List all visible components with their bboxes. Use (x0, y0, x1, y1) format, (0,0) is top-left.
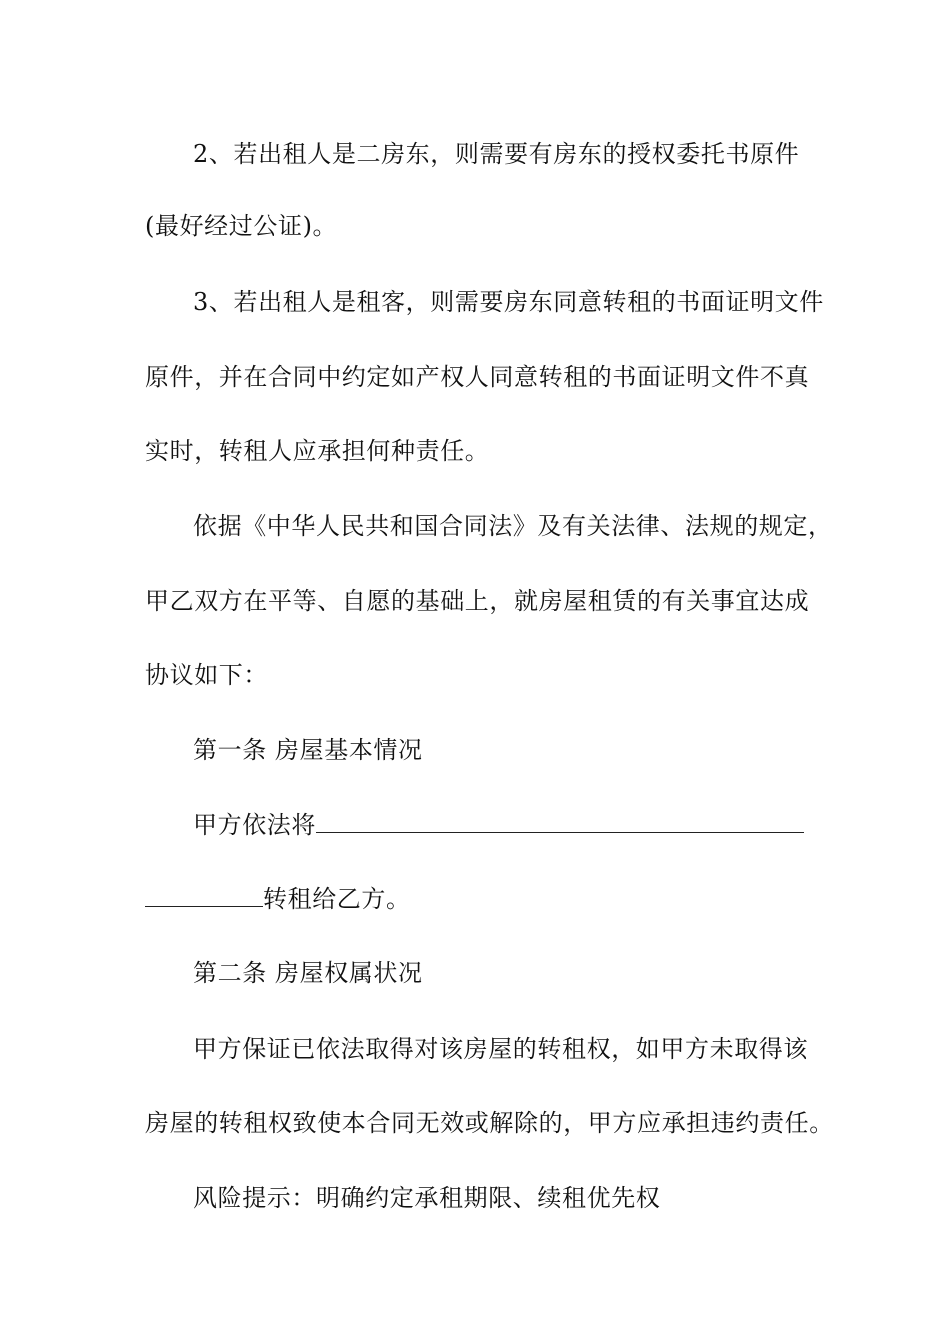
paragraph-line: (最好经过公证)。 (145, 212, 338, 240)
section-heading: 第一条 房屋基本情况 (193, 736, 423, 764)
paragraph-line: 实时，转租人应承担何种责任。 (145, 437, 490, 465)
blank-underline (145, 884, 263, 907)
section-heading: 第二条 房屋权属状况 (193, 959, 423, 987)
paragraph-line: 风险提示：明确约定承租期限、续租优先权 (193, 1184, 661, 1212)
fill-in-line (193, 809, 804, 841)
paragraph-text: 转租给乙方。 (263, 885, 411, 913)
paragraph-line: 甲乙双方在平等、自愿的基础上，就房屋租赁的有关事宜达成 (145, 587, 810, 615)
paragraph-line: 房屋的转租权致使本合同无效或解除的，甲方应承担违约责任。 (145, 1109, 834, 1137)
paragraph-text: 甲方依法将 (193, 811, 316, 839)
paragraph-line: 协议如下： (145, 661, 268, 689)
paragraph-line: 2、若出租人是二房东，则需要有房东的授权委托书原件 (193, 140, 800, 168)
paragraph-line: 原件，并在合同中约定如产权人同意转租的书面证明文件不真 (145, 363, 810, 391)
blank-underline (316, 810, 804, 833)
paragraph-line: 甲方保证已依法取得对该房屋的转租权，如甲方未取得该 (193, 1035, 808, 1063)
paragraph-line: 依据《中华人民共和国合同法》及有关法律、法规的规定， (193, 512, 833, 540)
fill-in-line (145, 883, 411, 915)
paragraph-line: 3、若出租人是租客，则需要房东同意转租的书面证明文件 (193, 288, 824, 316)
